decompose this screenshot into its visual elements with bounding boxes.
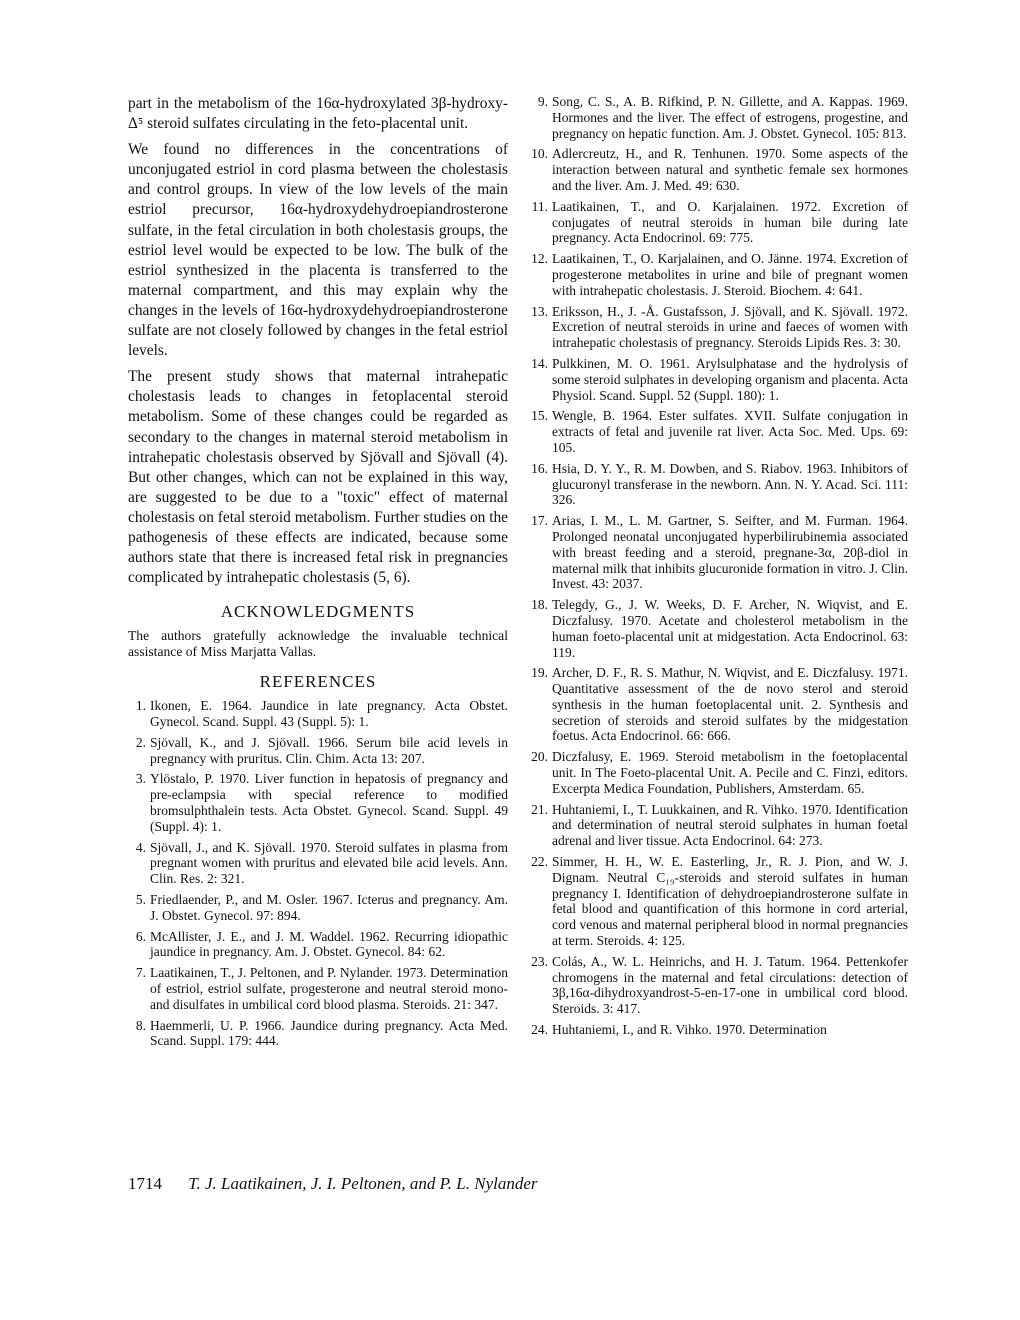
reference-item: 20. Diczfalusy, E. 1969. Steroid metabolism in the foetoplacental unit. In The Foeto-placental Unit. A. Pecile and C. Finzi, editors. Excerpta Medica Foundation, Publishers, Amsterdam. 65. — [531, 749, 908, 796]
reference-item: 21. Huhtaniemi, I., T. Luukkainen, and R. Vihko. 1970. Identification and determination of neutral steroid sulphates in human foetal adrenal and liver tissue. Acta Endocrinol. 64: 273. — [531, 801, 908, 849]
reference-item: 7. Laatikainen, T., J. Peltonen, and P. Nylander. 1973. Determination of estriol, estriol sulfate, progesterone and neutral steroid mono- and disulfates in umbilical cord blood plasma. Steroids. 21: 347. — [135, 965, 508, 1012]
reference-item: 12. Laatikainen, T., O. Karjalainen, and O. Jänne. 1974. Excretion of progesterone metabolites in urine and bile of pregnant women with intrahepatic cholestasis. J. Steroid. Biochem. 4: 641. — [531, 251, 908, 298]
reference-item: 11. Laatikainen, T., and O. Karjalainen. 1972. Excretion of conjugates of neutral steroids in human bile during late pregnancy. Acta Endocrinol. 69: 775. — [531, 198, 908, 246]
running-footer-authors: T. J. Laatikainen, J. I. Peltonen, and P. L. Nylander — [188, 1174, 538, 1193]
reference-item: 16. Hsia, D. Y. Y., R. M. Dowben, and S. Riabov. 1963. Inhibitors of glucuronyl transferase in the newborn. Ann. N. Y. Acad. Sci. 111: 326. — [531, 460, 908, 508]
reference-item: 22. Simmer, H. H., W. E. Easterling, Jr., R. J. Pion, and W. J. Dignam. Neutral C₁₉-steroids and steroid sulfates in human pregnancy I. Identification of dehydroepiandrosterone sulfate in fetal blood and quantification of this hormone in cord arterial, cord venous and maternal peripheral blood in normal pregnancies at term. Steroids. 4: 125. — [531, 854, 908, 949]
reference-item: 24. Huhtaniemi, I., and R. Vihko. 1970. Determination — [531, 1022, 827, 1038]
reference-item: 4. Sjövall, J., and K. Sjövall. 1970. Steroid sulfates in plasma from pregnant women with pruritus and elevated bile acid levels. Ann. Clin. Res. 2: 321. — [135, 839, 508, 887]
body-paragraph-3: The present study shows that maternal intrahepatic cholestasis leads to changes in fetoplacental steroid metabolism. Some of these changes could be regarded as secondary to the changes in maternal steroid metabolism in intrahepatic cholestasis observed by Sjövall and Sjövall (4). But other changes, which can not be explained in this way, are suggested to be due to a "toxic" effect of maternal cholestasis on fetal steroid metabolism. Further studies on the pathogenesis of these effects are indicated, because some authors state that there is increased fetal risk in pregnancies complicated by intrahepatic cholestasis (5, 6). — [128, 368, 508, 587]
reference-item: 6. McAllister, J. E., and J. M. Waddel. 1962. Recurring idiopathic jaundice in pregnancy. Am. J. Obstet. Gynecol. 84: 62. — [135, 928, 508, 960]
reference-item: 17. Arias, I. M., L. M. Gartner, S. Seifter, and M. Furman. 1964. Prolonged neonatal unconjugated hyperbilirubinemia associated with breast feeding and a steroid, pregnane-3α, 20β-diol in maternal milk that inhibits glucuronide formation in vitro. J. Clin. Invest. 43: 2037. — [531, 513, 908, 592]
body-paragraph-2: We found no differences in the concentrations of unconjugated estriol in cord plasma between the cholestasis and control groups. In view of the low levels of the main estriol precursor, 16α-hydroxydehydroepiandrosterone sulfate, in the fetal circulation in both cholestasis groups, the estriol level would be expected to be low. The bulk of the estriol synthesized in the placenta is transferred to the maternal compartment, and this may explain why the changes in the levels of 16α-hydroxydehydroepiandrosterone sulfate are not closely followed by changes in the fetal estriol levels. — [128, 141, 508, 360]
acknowledgments-heading: ACKNOWLEDGMENTS — [220, 602, 416, 622]
page-number: 1714 — [128, 1174, 162, 1193]
reference-item: 5. Friedlaender, P., and M. Osler. 1967. Icterus and pregnancy. Am. J. Obstet. Gynecol. 97: 894. — [135, 892, 508, 923]
reference-item: 2. Sjövall, K., and J. Sjövall. 1966. Serum bile acid levels in pregnancy with pruritus. Clin. Chim. Acta 13: 207. — [135, 734, 508, 766]
reference-item: 9. Song, C. S., A. B. Rifkind, P. N. Gillette, and A. Kappas. 1969. Hormones and the liver. The effect of estrogens, progestine, and pregnancy on hepatic function. Am. J. Obstet. Gynecol. 105: 813. — [537, 94, 908, 141]
left-column — [128, 94, 508, 1054]
references-heading: REFERENCES — [259, 672, 377, 692]
acknowledgments-text: The authors gratefully acknowledge the invaluable technical assistance of Miss Marjatta Vallas. — [128, 628, 508, 660]
reference-list-left — [128, 698, 508, 1049]
reference-item: 13. Eriksson, H., J. -Å. Gustafsson, J. Sjövall, and K. Sjövall. 1972. Excretion of neutral steroids in urine and faeces of women with intrahepatic cholestasis of pregnancy. Steroids Lipids Res. 3: 30. — [531, 303, 908, 351]
reference-item: 15. Wengle, B. 1964. Ester sulfates. XVII. Sulfate conjugation in extracts of fetal and juvenile rat liver. Acta Soc. Med. Ups. 69: 105. — [531, 408, 908, 455]
reference-item: 10. Adlercreutz, H., and R. Tenhunen. 1970. Some aspects of the interaction between natural and synthetic female sex hormones and the liver. Am. J. Med. 49: 630. — [531, 146, 908, 193]
page-footer — [128, 1174, 828, 1194]
reference-item: 8. Haemmerli, U. P. 1966. Jaundice during pregnancy. Acta Med. Scand. Suppl. 179: 444. — [135, 1017, 508, 1049]
reference-item: 18. Telegdy, G., J. W. Weeks, D. F. Archer, N. Wiqvist, and E. Diczfalusy. 1970. Acetate and cholesterol metabolism in the human foeto-placental unit at midgestation. Acta Endocrinol. 63: 119. — [531, 597, 908, 660]
right-column — [530, 94, 908, 1043]
body-paragraph-1: part in the metabolism of the 16α-hydroxylated 3β-hydroxy-Δ⁵ steroid sulfates circulating in the feto-placental unit. — [128, 95, 508, 133]
reference-item: 3. Ylöstalo, P. 1970. Liver function in hepatosis of pregnancy and pre-eclampsia with special reference to modified bromsulphthalein tests. Acta Obstet. Gynecol. Scand. Suppl. 49 (Suppl. 4): 1. — [135, 771, 508, 834]
reference-item: 1. Ikonen, E. 1964. Jaundice in late pregnancy. Acta Obstet. Gynecol. Scand. Suppl. 43 (Suppl. 5): 1. — [135, 698, 508, 730]
reference-list-right — [530, 94, 908, 1038]
reference-item: 19. Archer, D. F., R. S. Mathur, N. Wiqvist, and E. Diczfalusy. 1971. Quantitative assessment of the de novo sterol and steroid synthesis in the human foetoplacental unit. 2. Synthesis and secretion of steroids and steroid sulfates by the midgestation foetus. Acta Endocrinol. 66: 666. — [531, 665, 908, 744]
reference-item: 14. Pulkkinen, M. O. 1961. Arylsulphatase and the hydrolysis of some steroid sulphates in developing organism and placenta. Acta Physiol. Scand. Suppl. 52 (Suppl. 180): 1. — [531, 355, 908, 403]
reference-item: 23. Colás, A., W. L. Heinrichs, and H. J. Tatum. 1964. Pettenkofer chromogens in the maternal and fetal circulations: detection of 3β,16α-dihydroxyandrost-5-en-17-one in umbilical cord blood. Steroids. 3: 417. — [531, 953, 908, 1017]
